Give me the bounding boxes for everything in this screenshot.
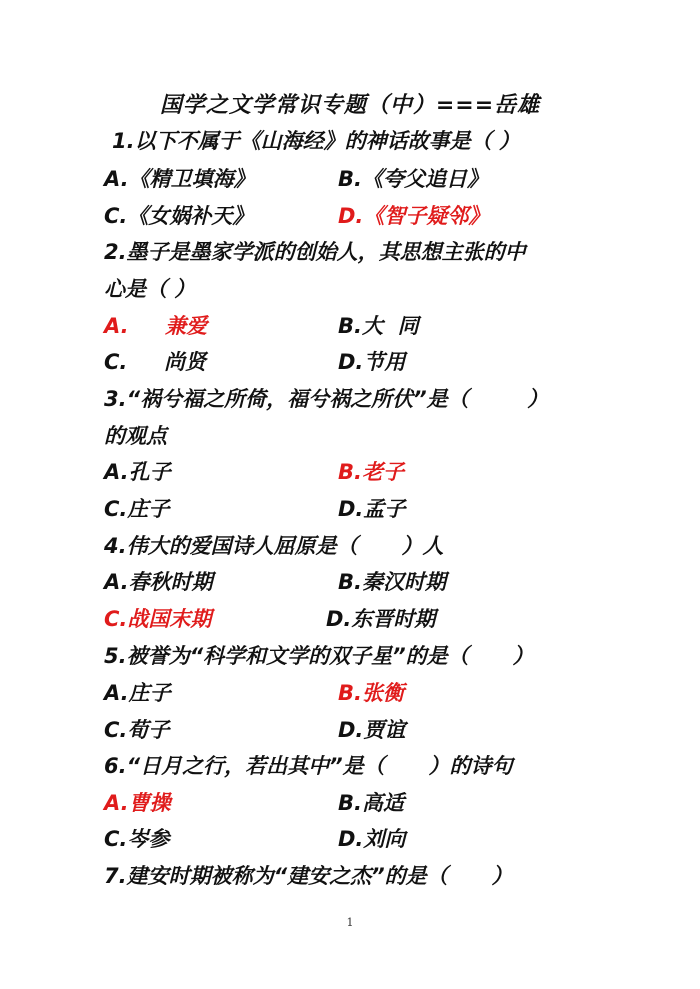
- question-2-stem-line-2: 心是（ ）: [104, 277, 196, 301]
- q2-option-b: B.大 同: [338, 314, 419, 338]
- q3-option-a: A.孔子: [104, 460, 171, 484]
- q6-option-b: B.高适: [338, 791, 404, 815]
- question-7-stem: 7.建安时期被称为“建安之杰”的是（ ）: [104, 864, 513, 888]
- page-number: 1: [346, 916, 354, 929]
- q3-option-c: C.庄子: [104, 497, 170, 521]
- q6-option-c: C.岑参: [104, 827, 170, 851]
- q1-option-d-answer: D.《智子疑邻》: [338, 204, 490, 228]
- q6-option-d: D.刘向: [338, 827, 406, 851]
- question-5-stem: 5.被誉为“科学和文学的双子星”的是（ ）: [104, 644, 534, 668]
- q6-option-a-answer: A.曹操: [104, 791, 171, 815]
- q4-option-b: B.秦汉时期: [338, 570, 446, 594]
- q5-option-b-answer: B.张衡: [338, 681, 404, 705]
- q4-option-d: D.东晋时期: [326, 607, 436, 631]
- question-2-stem-line-1: 2.墨子是墨家学派的创始人，其思想主张的中: [104, 240, 526, 264]
- question-1-stem: 1.以下不属于《山海经》的神话故事是（ ）: [112, 129, 520, 153]
- q4-option-a: A.春秋时期: [104, 570, 213, 594]
- question-6-stem: 6.“日月之行，若出其中”是（ ）的诗句: [104, 754, 513, 778]
- page-title: 国学之文学常识专题（中）===岳雄: [159, 93, 541, 118]
- q5-option-c: C.荀子: [104, 718, 170, 742]
- question-3-stem-line-2: 的观点: [104, 424, 167, 448]
- question-3-stem-line-1: 3.“祸兮福之所倚，福兮祸之所伏”是（ ）: [104, 387, 549, 411]
- q3-option-d: D.孟子: [338, 497, 406, 521]
- question-4-stem: 4.伟大的爱国诗人屈原是（ ）人: [104, 534, 444, 558]
- q5-option-a: A.庄子: [104, 681, 171, 705]
- q2-option-d: D.节用: [338, 350, 406, 374]
- q3-option-b-answer: B.老子: [338, 460, 404, 484]
- q1-option-b: B.《夸父追日》: [338, 167, 488, 191]
- q1-option-c: C.《女娲补天》: [104, 204, 254, 228]
- q4-option-c-answer: C.战国末期: [104, 607, 212, 631]
- q5-option-d: D.贾谊: [338, 718, 406, 742]
- q2-option-c: C. 尚贤: [104, 350, 206, 374]
- q1-option-a: A.《精卫填海》: [104, 167, 255, 191]
- q2-option-a-answer: A. 兼爱: [104, 314, 208, 338]
